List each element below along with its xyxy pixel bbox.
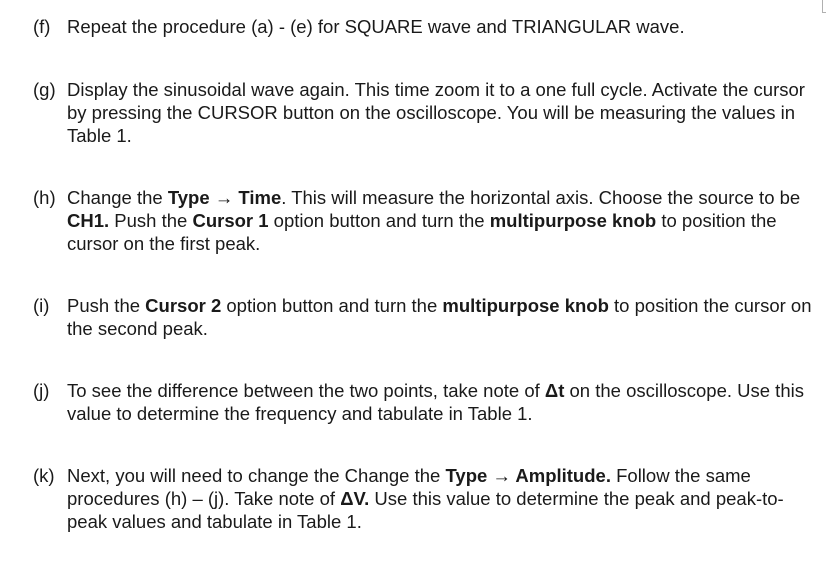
page-edge-mark	[822, 0, 826, 13]
step-h	[33, 186, 818, 255]
step-marker: (k)	[33, 465, 55, 486]
step-i	[33, 294, 818, 340]
step-marker: (f)	[33, 16, 51, 37]
step-text: To see the difference between the two points, take note of Δt on the oscilloscope. Use this value to determine the frequency and tabulate in Table 1.	[67, 380, 804, 424]
step-text: Display the sinusoidal wave again. This time zoom it to a one full cycle. Activate the cursor by pressing the CURSOR button on the oscilloscope. You will be measuring the values in Table 1.	[67, 79, 805, 146]
step-f	[33, 15, 818, 38]
step-k	[33, 464, 818, 533]
step-text: Next, you will need to change the Change the Type → Amplitude. Follow the same procedures (h) – (j). Take note of ΔV. Use this value to determine the peak and peak-to-peak values and tabulate in Table 1.	[67, 465, 784, 532]
step-j	[33, 379, 818, 425]
step-text: Repeat the procedure (a) - (e) for SQUARE wave and TRIANGULAR wave.	[67, 16, 685, 37]
step-g	[33, 78, 818, 147]
step-marker: (i)	[33, 295, 50, 316]
step-text: Push the Cursor 2 option button and turn the multipurpose knob to position the cursor on the second peak.	[67, 295, 812, 339]
step-marker: (j)	[33, 380, 50, 401]
step-marker: (g)	[33, 79, 56, 100]
step-text: Change the Type → Time. This will measure the horizontal axis. Choose the source to be CH1. Push the Cursor 1 option button and turn the multipurpose knob to position the cursor on the first peak.	[67, 187, 801, 254]
step-marker: (h)	[33, 187, 56, 208]
